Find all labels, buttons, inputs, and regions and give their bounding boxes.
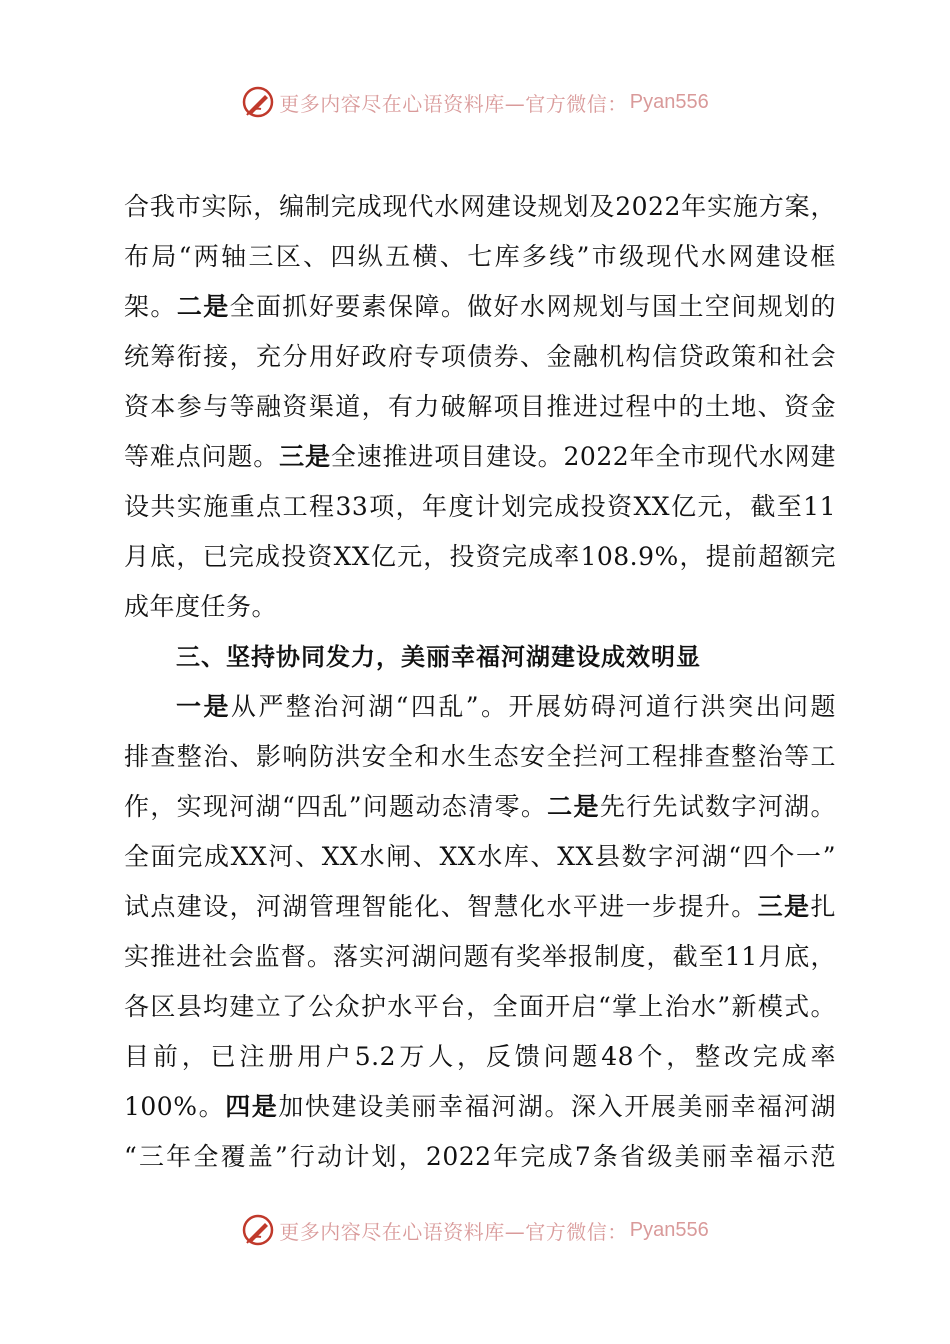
bold-marker: 三是	[757, 892, 811, 921]
text-line: 布局“两轴三区、四纵五横、七库多线”市级现代水网建设框	[124, 242, 836, 271]
footer-watermark-banner	[0, 1210, 950, 1250]
footer-banner-id: Pyan556	[629, 1218, 709, 1241]
text-run: 全面抓好要素保障。做好水网规划与国土空间规划的	[229, 292, 836, 321]
text-run: 扎	[810, 892, 836, 921]
text-line	[124, 432, 836, 482]
bold-marker: 二是	[547, 792, 600, 821]
text-line: 实推进社会监督。落实河湖问题有奖举报制度，截至11月底，	[124, 942, 836, 971]
text-line: 排查整治、影响防洪安全和水生态安全拦河工程排查整治等工	[124, 742, 836, 771]
bold-marker: 四是	[225, 1092, 279, 1121]
pen-logo-icon	[241, 85, 275, 119]
text-line: 月底，已完成投资XX亿元，投资完成率108.9%，提前超额完	[124, 542, 836, 571]
text-line: “三年全覆盖”行动计划，2022年完成7条省级美丽幸福示范	[124, 1142, 836, 1171]
text-line	[124, 282, 836, 332]
text-line	[124, 882, 836, 932]
text-line: 设共实施重点工程33项，年度计划完成投资XX亿元，截至11	[124, 492, 836, 521]
document-body	[124, 182, 836, 1182]
text-line	[124, 1082, 836, 1132]
text-run: 加快建设美丽幸福河湖。深入开展美丽幸福河湖	[278, 1092, 836, 1121]
bold-marker: 三是	[279, 442, 331, 471]
text-line	[124, 782, 836, 832]
text-run: 先行先试数字河湖。	[599, 792, 836, 821]
text-run: 全速推进项目建设。2022年全市现代水网建	[330, 442, 836, 471]
pen-logo-icon	[241, 1213, 275, 1247]
text-run: 100%。	[124, 1092, 226, 1121]
text-line	[124, 682, 836, 732]
bold-marker: 二是	[176, 292, 230, 321]
footer-banner-text: 更多内容尽在心语资料库—官方微信：	[279, 1219, 628, 1244]
text-run: 架。	[124, 292, 177, 321]
text-line: 合我市实际，编制完成现代水网建设规划及2022年实施方案，	[124, 192, 836, 221]
text-line: 资本参与等融资渠道，有力破解项目推进过程中的土地、资金	[124, 392, 836, 421]
text-run: 作，实现河湖“四乱”问题动态清零。	[124, 792, 548, 821]
header-banner-text: 更多内容尽在心语资料库—官方微信：	[279, 91, 628, 116]
header-banner-id: Pyan556	[629, 90, 709, 113]
header-watermark-banner	[0, 82, 950, 122]
text-run: 试点建设，河湖管理智能化、智慧化水平进一步提升。	[124, 892, 758, 921]
paragraph-2	[124, 682, 836, 1182]
text-line: 全面完成XX河、XX水闸、XX水库、XX县数字河湖“四个一”	[124, 842, 836, 871]
bold-marker: 一是	[176, 692, 231, 721]
text-line: 统筹衔接，充分用好政府专项债券、金融机构信贷政策和社会	[124, 342, 836, 371]
paragraph-1	[124, 182, 836, 632]
text-run: 从严整治河湖“四乱”。开展妨碍河道行洪突出问题	[230, 692, 836, 721]
text-run: 等难点问题。	[124, 442, 280, 471]
section-heading: 三、坚持协同发力，美丽幸福河湖建设成效明显	[176, 643, 701, 671]
text-line: 各区县均建立了公众护水平台，全面开启“掌上治水”新模式。	[124, 992, 836, 1021]
text-line: 目前，已注册用户5.2万人，反馈问题48个，整改完成率	[124, 1042, 836, 1071]
text-line: 成年度任务。	[124, 592, 278, 621]
